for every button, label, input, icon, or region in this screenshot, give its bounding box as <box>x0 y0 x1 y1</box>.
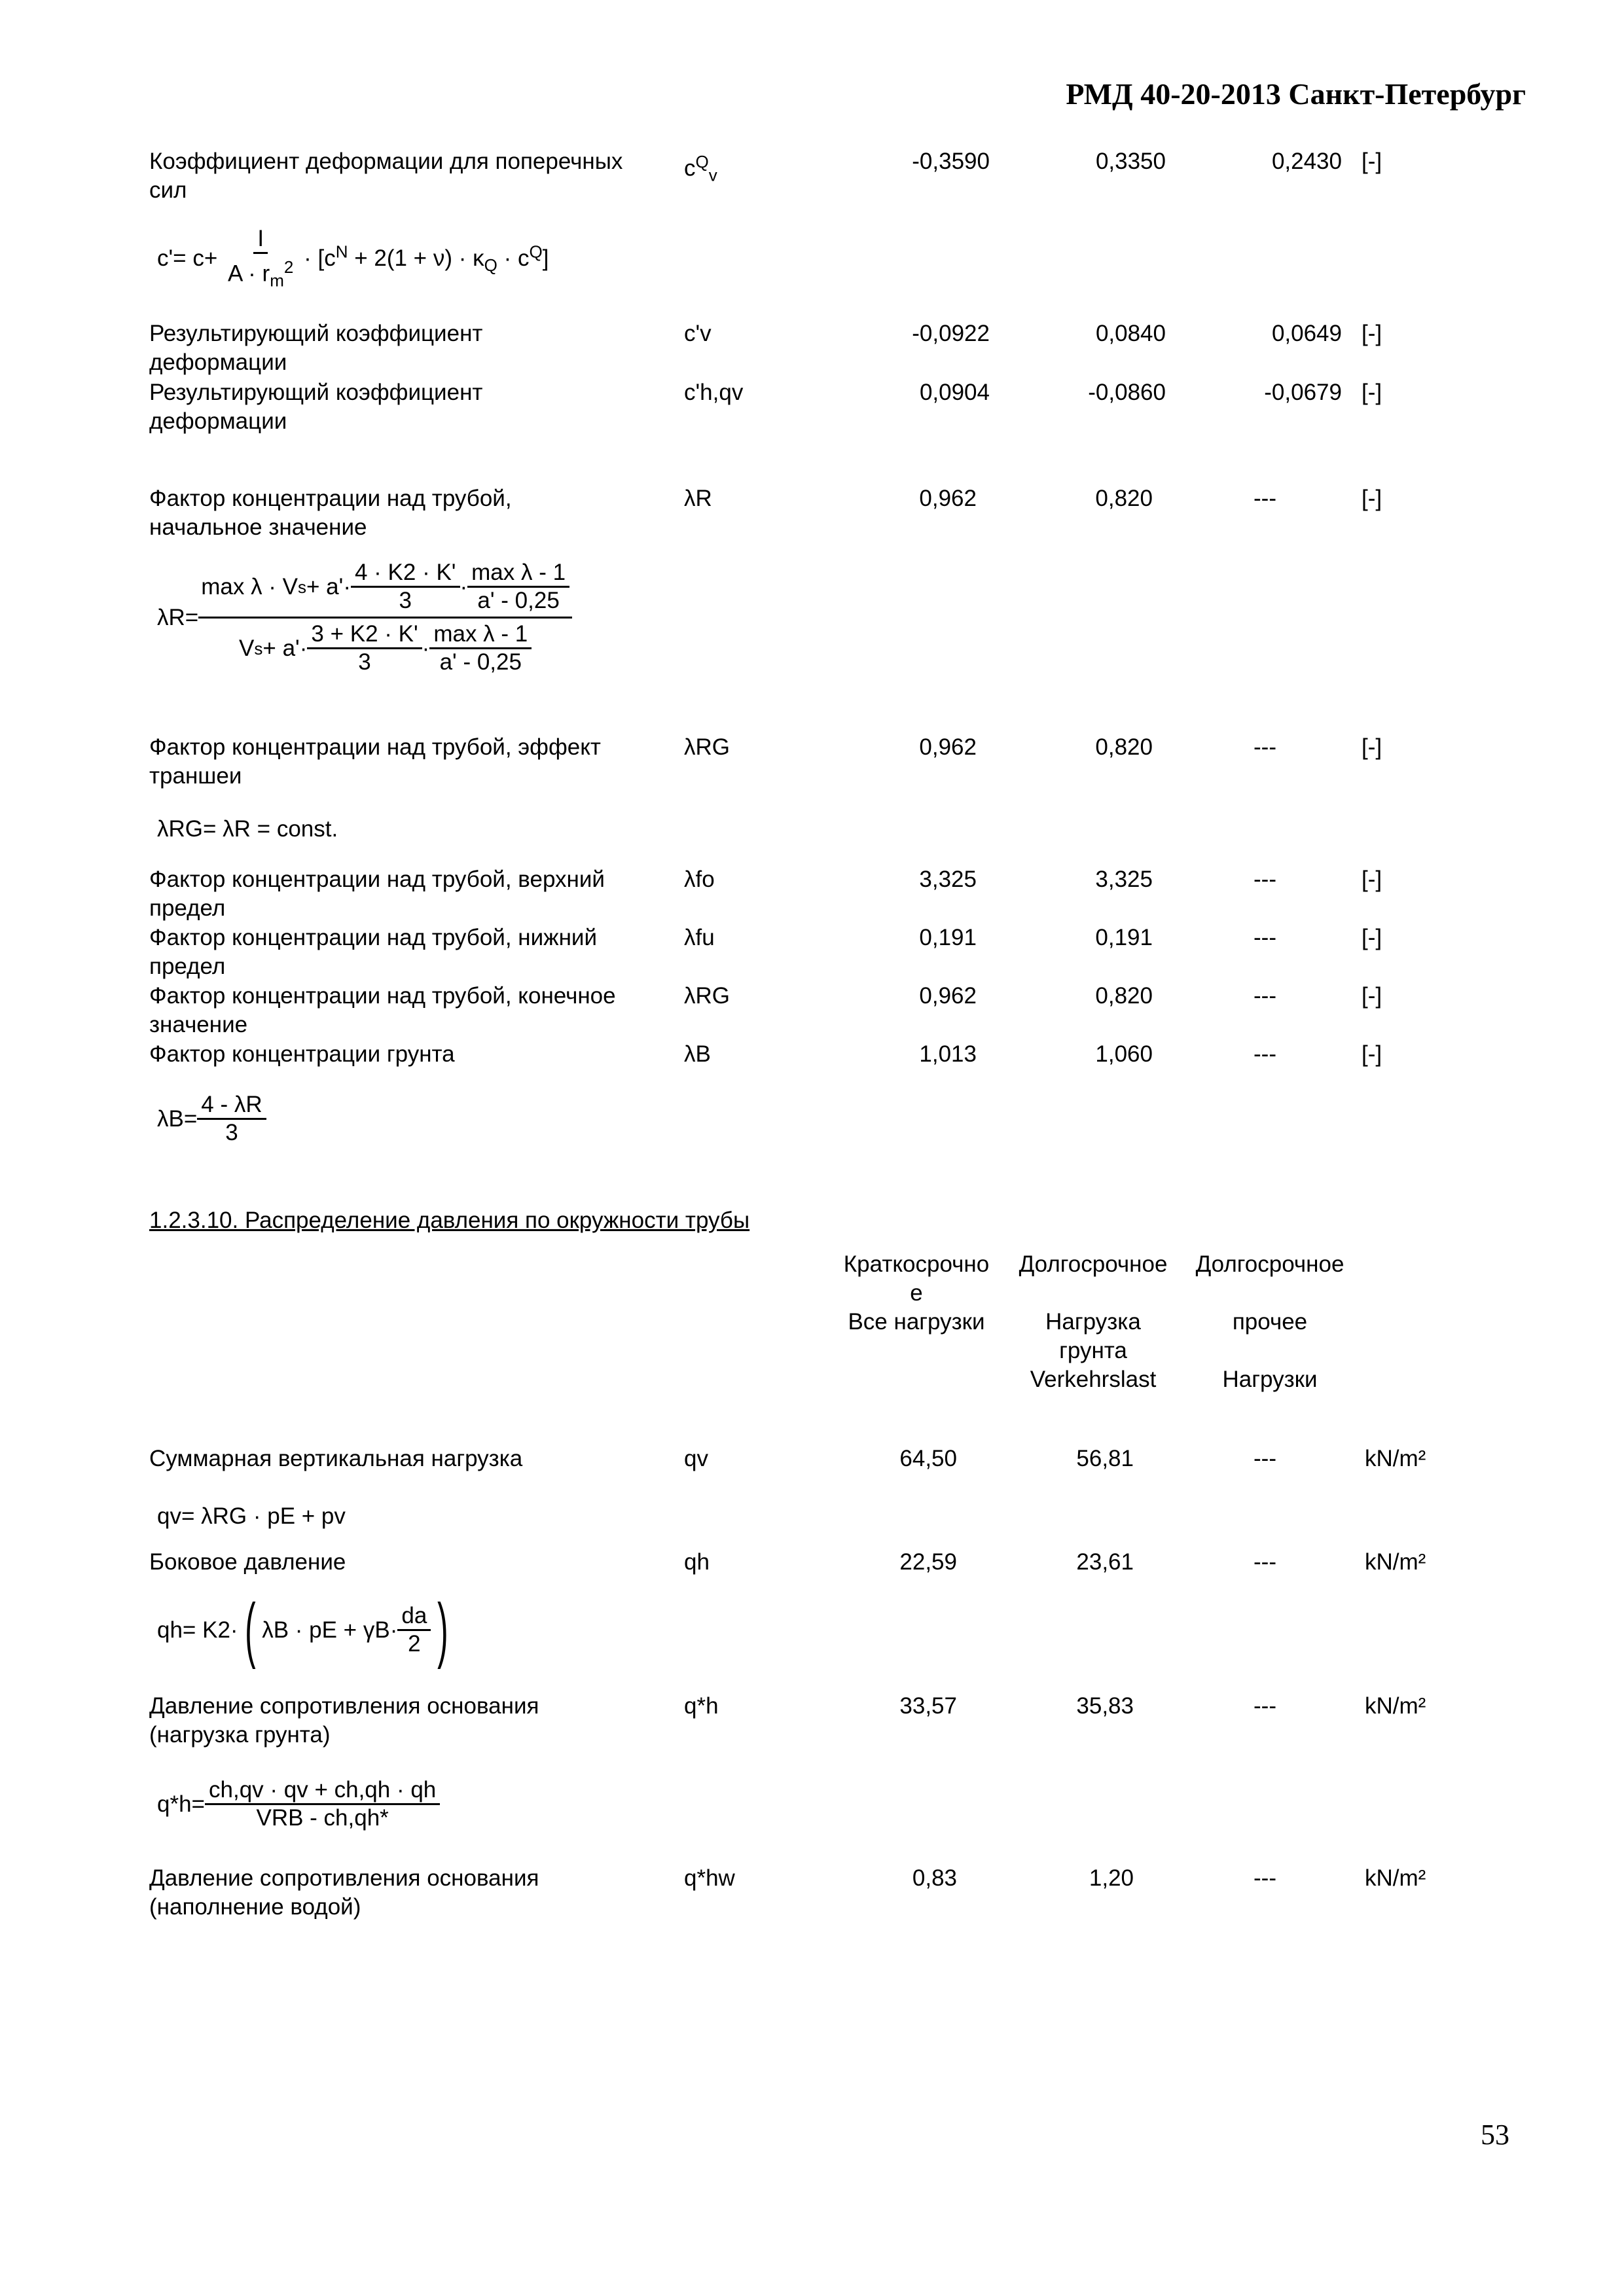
den-sup: 2 <box>283 257 294 277</box>
row-label: Давление сопротивления основания <box>149 1865 539 1891</box>
row-unit: [-] <box>1362 486 1382 511</box>
num-part: max λ · V <box>201 574 298 600</box>
dot: · <box>460 574 468 600</box>
row-value-1: -0,3590 <box>912 149 990 174</box>
row-symbol: λR <box>684 486 712 511</box>
den-part: + a'· <box>262 636 308 661</box>
main-denominator <box>236 619 534 675</box>
header-line: Долгосрочное <box>1195 1251 1344 1277</box>
row-label-cont: значение <box>149 1012 248 1037</box>
header-line: Нагрузка <box>1045 1309 1141 1335</box>
num-sub: s <box>298 577 307 597</box>
formula-sup: N <box>335 242 348 262</box>
row-label: Боковое давление <box>149 1549 346 1575</box>
row-value-3: --- <box>1254 1865 1276 1891</box>
fraction-numerator: 4 · K2 · K' <box>351 560 460 588</box>
row-value-2: 3,325 <box>1095 867 1153 892</box>
row-value-2: 0,191 <box>1095 925 1153 950</box>
formula-lambda-b <box>157 1092 266 1146</box>
row-label-cont: сил <box>149 177 187 203</box>
sub-fraction <box>351 560 460 614</box>
row-value-2: 56,81 <box>1076 1446 1134 1471</box>
num-part: + a'· <box>306 574 351 600</box>
row-label-cont: предел <box>149 954 226 979</box>
row-label: Фактор концентрации над трубой, нижний <box>149 925 598 950</box>
row-unit: [-] <box>1362 867 1382 892</box>
row-value-3: -0,0679 <box>1264 380 1342 405</box>
column-header-long-term-soil <box>1005 1250 1182 1394</box>
row-value-3: --- <box>1254 867 1276 892</box>
fraction-numerator: max λ - 1 <box>467 560 569 588</box>
row-value-1: 33,57 <box>899 1693 957 1719</box>
row-symbol: λB <box>684 1041 711 1067</box>
fraction-numerator: 4 - λR <box>197 1092 266 1120</box>
formula-lhs: q*h= <box>157 1791 205 1817</box>
den-text: A · r <box>228 260 270 287</box>
row-symbol: λfo <box>684 867 715 892</box>
formula-part: · [c <box>304 245 336 272</box>
den-sub: m <box>270 270 284 291</box>
formula-qh <box>157 1589 455 1670</box>
document-header: РМД 40-20-2013 Санкт-Петербург <box>1066 77 1526 111</box>
row-unit: [-] <box>1362 1041 1382 1067</box>
row-unit: kN/m² <box>1365 1549 1426 1575</box>
row-symbol: qh <box>684 1549 710 1575</box>
fraction-numerator: I <box>253 226 268 254</box>
sub-fraction <box>467 560 569 614</box>
fraction-denominator <box>224 254 297 294</box>
formula-fraction <box>397 1603 431 1657</box>
row-value-2: 0,3350 <box>1095 149 1166 174</box>
row-label: Результирующий коэффициент <box>149 321 483 346</box>
row-unit: kN/m² <box>1365 1865 1426 1891</box>
row-value-2: 35,83 <box>1076 1693 1134 1719</box>
row-label: Фактор концентрации над трубой, <box>149 486 512 511</box>
section-title: 1.2.3.10. Распределение давления по окружности трубы <box>149 1208 750 1233</box>
fraction-numerator: da <box>397 1603 431 1631</box>
row-label-cont: деформации <box>149 408 287 434</box>
formula-sup: Q <box>529 242 543 262</box>
row-unit: [-] <box>1362 380 1382 405</box>
row-label-cont: деформации <box>149 350 287 375</box>
header-line: Нагрузки <box>1222 1367 1318 1392</box>
row-value-3: 0,2430 <box>1271 149 1342 174</box>
formula-lambda-rg: λRG= λR = const. <box>157 816 338 842</box>
row-value-3: --- <box>1254 734 1276 760</box>
row-value-3: --- <box>1254 1549 1276 1575</box>
sub-fraction <box>429 621 532 675</box>
row-value-1: -0,0922 <box>912 321 990 346</box>
header-line: прочее <box>1232 1309 1308 1335</box>
row-label: Фактор концентрации грунта <box>149 1041 455 1067</box>
column-header-long-term-other <box>1182 1250 1358 1394</box>
row-symbol: c'h,qv <box>684 380 744 405</box>
row-symbol: λRG <box>684 734 730 760</box>
row-value-1: 0,962 <box>919 486 977 511</box>
fraction-denominator: VRB - ch,qh* <box>256 1805 389 1831</box>
fraction-numerator: ch,qv · qv + ch,qh · qh <box>205 1777 440 1805</box>
formula-qv: qv= λRG · pE + pv <box>157 1503 346 1529</box>
row-unit: kN/m² <box>1365 1693 1426 1719</box>
header-line: Все нагрузки <box>848 1309 985 1335</box>
row-label-cont: (наполнение водой) <box>149 1894 361 1920</box>
row-symbol: $c^Q_v$ <box>684 152 717 185</box>
row-label: Суммарная вертикальная нагрузка <box>149 1446 523 1471</box>
formula-part: ] <box>542 245 549 272</box>
den-sub: s <box>254 638 263 658</box>
row-value-2: 0,0840 <box>1095 321 1166 346</box>
formula-c-prime <box>157 226 549 294</box>
row-value-1: 3,325 <box>919 867 977 892</box>
formula-fraction <box>197 1092 266 1146</box>
fraction-denominator: 3 <box>358 649 371 675</box>
header-line: Долгосрочное <box>1019 1251 1168 1277</box>
row-value-3: --- <box>1254 1041 1276 1067</box>
fraction-numerator: 3 + K2 · K' <box>307 621 422 649</box>
row-value-2: 0,820 <box>1095 983 1153 1009</box>
fraction-denominator: a' - 0,25 <box>439 649 522 675</box>
row-symbol: λRG <box>684 983 730 1009</box>
right-paren: ) <box>437 1589 448 1670</box>
row-label: Результирующий коэффициент <box>149 380 483 405</box>
header-line: Verkehrslast <box>1030 1367 1157 1392</box>
formula-fraction <box>205 1777 440 1831</box>
formula-fraction <box>224 226 297 294</box>
fraction-denominator: 3 <box>399 588 412 613</box>
header-line: Краткосрочно <box>843 1251 990 1277</box>
formula-part: + 2(1 + ν) · κ <box>348 245 484 272</box>
left-paren: ( <box>244 1589 256 1670</box>
header-line: е <box>910 1280 923 1306</box>
row-value-3: 0,0649 <box>1271 321 1342 346</box>
row-label-cont: траншеи <box>149 763 242 789</box>
formula-lhs: qh= K2· <box>157 1617 238 1643</box>
row-symbol: c'v <box>684 321 712 346</box>
formula-lhs: λR= <box>157 605 199 630</box>
formula-lhs: c'= c+ <box>157 245 218 272</box>
row-value-3: --- <box>1254 983 1276 1009</box>
header-line: грунта <box>1059 1338 1127 1363</box>
den-part: V <box>239 636 255 661</box>
row-value-1: 0,0904 <box>919 380 990 405</box>
formula-part: λB · pE + γB· <box>262 1617 398 1643</box>
row-unit: [-] <box>1362 149 1382 174</box>
row-value-1: 0,191 <box>919 925 977 950</box>
row-label-cont: начальное значение <box>149 514 367 540</box>
row-symbol: q*h <box>684 1693 719 1719</box>
row-label-cont: предел <box>149 895 226 921</box>
row-value-2: -0,0860 <box>1088 380 1166 405</box>
row-unit: [-] <box>1362 321 1382 346</box>
formula-q-star-h <box>157 1777 440 1831</box>
row-value-3: --- <box>1254 486 1276 511</box>
fraction-numerator: max λ - 1 <box>429 621 532 649</box>
row-unit: [-] <box>1362 734 1382 760</box>
row-value-2: 1,20 <box>1089 1865 1134 1891</box>
row-value-3: --- <box>1254 925 1276 950</box>
dot: · <box>422 636 430 661</box>
row-value-1: 64,50 <box>899 1446 957 1471</box>
row-label-cont: (нагрузка грунта) <box>149 1722 331 1748</box>
row-label: Фактор концентрации над трубой, верхний <box>149 867 605 892</box>
column-header-short-term <box>828 1250 1005 1336</box>
row-label: Фактор концентрации над трубой, эффект <box>149 734 601 760</box>
formula-sub: Q <box>484 255 497 276</box>
row-value-2: 0,820 <box>1095 734 1153 760</box>
formula-lhs: λB= <box>157 1106 198 1132</box>
sub-fraction <box>307 621 422 675</box>
fraction-denominator: 2 <box>408 1630 421 1657</box>
row-unit: [-] <box>1362 983 1382 1009</box>
row-value-3: --- <box>1254 1446 1276 1471</box>
row-value-1: 0,83 <box>912 1865 957 1891</box>
row-label: Фактор концентрации над трубой, конечное <box>149 983 616 1009</box>
row-symbol: q*hw <box>684 1865 735 1891</box>
row-symbol: qv <box>684 1446 708 1471</box>
fraction-denominator: 3 <box>225 1120 238 1145</box>
row-value-2: 1,060 <box>1095 1041 1153 1067</box>
row-unit: [-] <box>1362 925 1382 950</box>
main-numerator <box>198 560 572 619</box>
row-symbol: λfu <box>684 925 715 950</box>
row-value-1: 22,59 <box>899 1549 957 1575</box>
formula-part: · c <box>497 245 530 272</box>
fraction-denominator: a' - 0,25 <box>477 588 560 613</box>
row-value-1: 0,962 <box>919 734 977 760</box>
formula-lambda-r <box>157 560 572 675</box>
row-unit: kN/m² <box>1365 1446 1426 1471</box>
row-value-2: 23,61 <box>1076 1549 1134 1575</box>
page-number: 53 <box>1481 2119 1509 2151</box>
row-label: Коэффициент деформации для поперечных <box>149 149 623 174</box>
formula-main-fraction <box>198 560 572 675</box>
row-value-1: 1,013 <box>919 1041 977 1067</box>
row-label: Давление сопротивления основания <box>149 1693 539 1719</box>
row-value-3: --- <box>1254 1693 1276 1719</box>
row-value-2: 0,820 <box>1095 486 1153 511</box>
row-value-1: 0,962 <box>919 983 977 1009</box>
